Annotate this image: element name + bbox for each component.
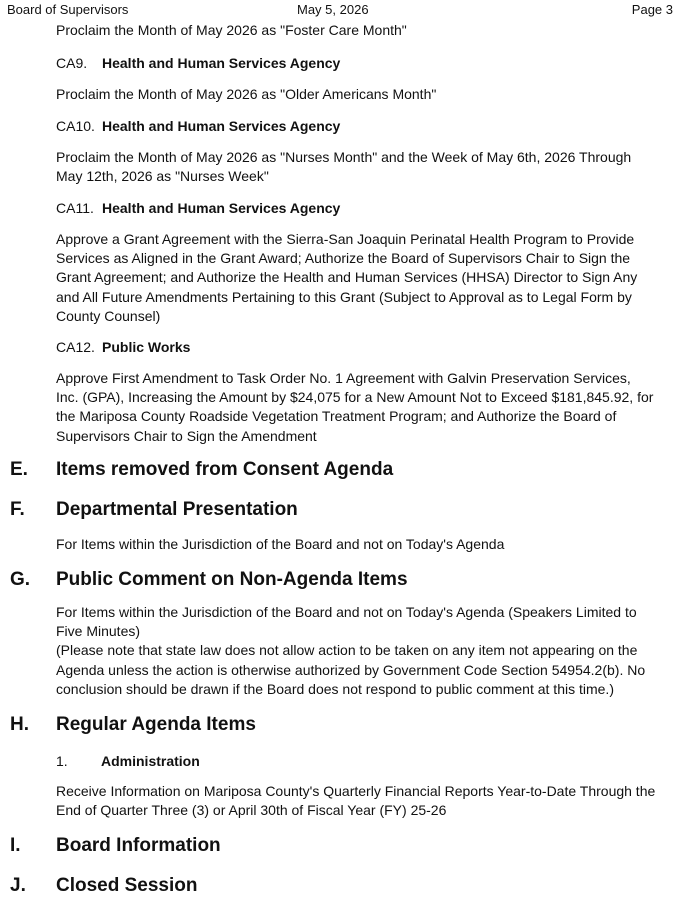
section-g-text	[56, 603, 656, 699]
consent-item-ca12-heading	[56, 339, 190, 355]
header-board-name: Board of Supervisors	[7, 2, 129, 17]
section-g-letter: G.	[10, 569, 31, 590]
section-f-text: For Items within the Jurisdiction of the Board and not on Today's Agenda	[56, 536, 505, 552]
item-number: CA11.	[56, 200, 94, 216]
item-number: CA10.	[56, 118, 95, 134]
section-j-letter: J.	[10, 875, 26, 896]
item-department: Health and Human Services Agency	[102, 118, 341, 134]
item-department: Health and Human Services Agency	[102, 200, 341, 216]
section-f-letter: F.	[10, 499, 25, 520]
consent-item-ca11-heading	[56, 200, 340, 216]
regular-item-1-text: Receive Information on Mariposa County's Quarterly Financial Reports Year-to-Date Through the End of Quarter Three (3) or April 30th of Fiscal Year (FY) 25-26	[56, 783, 656, 819]
consent-item-ca10-heading	[56, 118, 340, 134]
consent-item-ca11-text: Approve a Grant Agreement with the Sierra-San Joaquin Perinatal Health Program to Provide Services as Aligned in the Grant Award; Authorize the Board of Supervisors Chair to Sign the Grant Agreement; and Authorize the Health and Human Services (HHSA) Director to Sign Any and All Future Amendments Pertaining to this Grant (Subject to Approval as to Legal Form by County Counsel)	[56, 231, 638, 324]
section-f-title: Departmental Presentation	[56, 499, 298, 520]
regular-item-1-number: 1.	[56, 753, 68, 769]
section-h-letter: H.	[10, 714, 29, 735]
consent-item-ca10-text: Proclaim the Month of May 2026 as "Nurses Month" and the Week of May 6th, 2026 Through May 12th, 2026 as "Nurses Week"	[56, 149, 632, 185]
item-number: CA9.	[56, 55, 88, 71]
item-department: Public Works	[102, 339, 191, 355]
item-text-foster-care: Proclaim the Month of May 2026 as "Foster Care Month"	[56, 22, 407, 38]
section-h-title: Regular Agenda Items	[56, 714, 256, 735]
section-j-title: Closed Session	[56, 875, 198, 896]
section-i-letter: I.	[10, 835, 21, 856]
header-page-number: Page 3	[631, 2, 673, 17]
page-header	[7, 2, 673, 20]
section-g-text-intro: For Items within the Jurisdiction of the Board and not on Today's Agenda (Speakers Limited to Five Minutes)	[56, 604, 637, 640]
header-date: May 5, 2026	[297, 2, 369, 17]
item-number: CA12.	[56, 339, 95, 355]
section-g-title: Public Comment on Non-Agenda Items	[56, 569, 408, 590]
consent-item-ca9-text: Proclaim the Month of May 2026 as "Older Americans Month"	[56, 86, 437, 102]
consent-item-ca9-heading	[56, 55, 340, 71]
regular-item-1-department: Administration	[101, 753, 200, 769]
section-i-title: Board Information	[56, 835, 221, 856]
section-e-title: Items removed from Consent Agenda	[56, 459, 394, 480]
item-department: Health and Human Services Agency	[102, 55, 341, 71]
section-g-text-note: (Please note that state law does not allow action to be taken on any item not appearing on the Agenda unless the action is otherwise authorized by Government Code Section 54954.2(b). No conclusion should be drawn if the Board does not respond to public comment at this time.)	[56, 642, 646, 697]
consent-item-ca12-text: Approve First Amendment to Task Order No. 1 Agreement with Galvin Preservation Services, Inc. (GPA), Increasing the Amount by $24,075 for a New Amount Not to Exceed $181,845.92, for the Mariposa County Roadside Vegetation Treatment Program; and Authorize the Board of Supervisors Chair to Sign the Amendment	[56, 370, 654, 444]
section-e-letter: E.	[10, 459, 28, 480]
